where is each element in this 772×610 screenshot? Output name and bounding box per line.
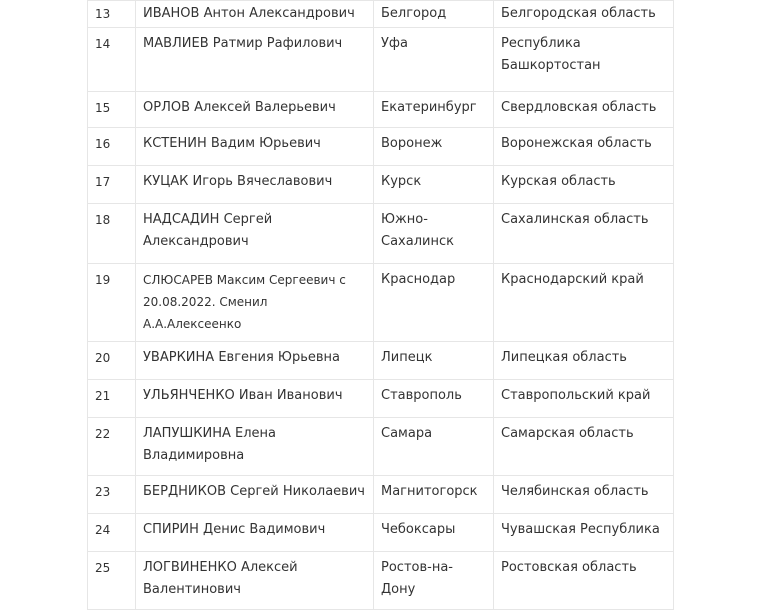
region: Белгородская область <box>494 1 674 28</box>
row-number: 17 <box>88 166 136 204</box>
table-row <box>88 166 674 204</box>
region: Самарская область <box>494 418 674 476</box>
person-name: КУЦАК Игорь Вячеславович <box>136 166 374 204</box>
row-number: 16 <box>88 128 136 166</box>
row-number: 23 <box>88 476 136 514</box>
region: Курская область <box>494 166 674 204</box>
city: Чебоксары <box>374 514 494 552</box>
person-name: СПИРИН Денис Вадимович <box>136 514 374 552</box>
region: Сахалинская область <box>494 204 674 264</box>
region: Челябинская область <box>494 476 674 514</box>
person-name: ЛОГВИНЕНКО Алексей Валентинович <box>136 552 374 610</box>
table-row <box>88 380 674 418</box>
table-row <box>88 476 674 514</box>
table-row <box>88 128 674 166</box>
row-number: 25 <box>88 552 136 610</box>
city: Уфа <box>374 28 494 92</box>
table-row <box>88 28 674 92</box>
row-number: 20 <box>88 342 136 380</box>
person-name: БЕРДНИКОВ Сергей Николаевич <box>136 476 374 514</box>
table-row <box>88 1 674 28</box>
city: Магнитогорск <box>374 476 494 514</box>
region: Свердловская область <box>494 92 674 128</box>
table-row <box>88 204 674 264</box>
person-name: УВАРКИНА Евгения Юрьевна <box>136 342 374 380</box>
region: Воронежская область <box>494 128 674 166</box>
table-row <box>88 514 674 552</box>
row-number: 15 <box>88 92 136 128</box>
city: Екатеринбург <box>374 92 494 128</box>
table-row <box>88 264 674 342</box>
region: Ростовская область <box>494 552 674 610</box>
region: Чувашская Республика <box>494 514 674 552</box>
referees-table <box>87 0 674 610</box>
city: Самара <box>374 418 494 476</box>
row-number: 21 <box>88 380 136 418</box>
city: Белгород <box>374 1 494 28</box>
person-name: КСТЕНИН Вадим Юрьевич <box>136 128 374 166</box>
city: Ростов-на-Дону <box>374 552 494 610</box>
table-row <box>88 92 674 128</box>
region: Краснодарский край <box>494 264 674 342</box>
person-name: НАДСАДИН Сергей Александрович <box>136 204 374 264</box>
person-name: ЛАПУШКИНА Елена Владимировна <box>136 418 374 476</box>
city: Липецк <box>374 342 494 380</box>
table-row <box>88 418 674 476</box>
row-number: 19 <box>88 264 136 342</box>
city: Краснодар <box>374 264 494 342</box>
region: Ставропольский край <box>494 380 674 418</box>
person-name: МАВЛИЕВ Ратмир Рафилович <box>136 28 374 92</box>
table-row <box>88 342 674 380</box>
region: Липецкая область <box>494 342 674 380</box>
row-number: 24 <box>88 514 136 552</box>
row-number: 14 <box>88 28 136 92</box>
city: Воронеж <box>374 128 494 166</box>
city: Ставрополь <box>374 380 494 418</box>
row-number: 18 <box>88 204 136 264</box>
person-name: ОРЛОВ Алексей Валерьевич <box>136 92 374 128</box>
person-name: СЛЮСАРЕВ Максим Сергеевич с 20.08.2022. Сменил А.А.Алексеенко <box>136 264 374 342</box>
city: Курск <box>374 166 494 204</box>
region: Республика Башкортостан <box>494 28 674 92</box>
person-name: УЛЬЯНЧЕНКО Иван Иванович <box>136 380 374 418</box>
referees-table-container <box>87 0 674 610</box>
row-number: 22 <box>88 418 136 476</box>
table-row <box>88 552 674 610</box>
person-name: ИВАНОВ Антон Александрович <box>136 1 374 28</box>
row-number: 13 <box>88 1 136 28</box>
city: Южно-Сахалинск <box>374 204 494 264</box>
